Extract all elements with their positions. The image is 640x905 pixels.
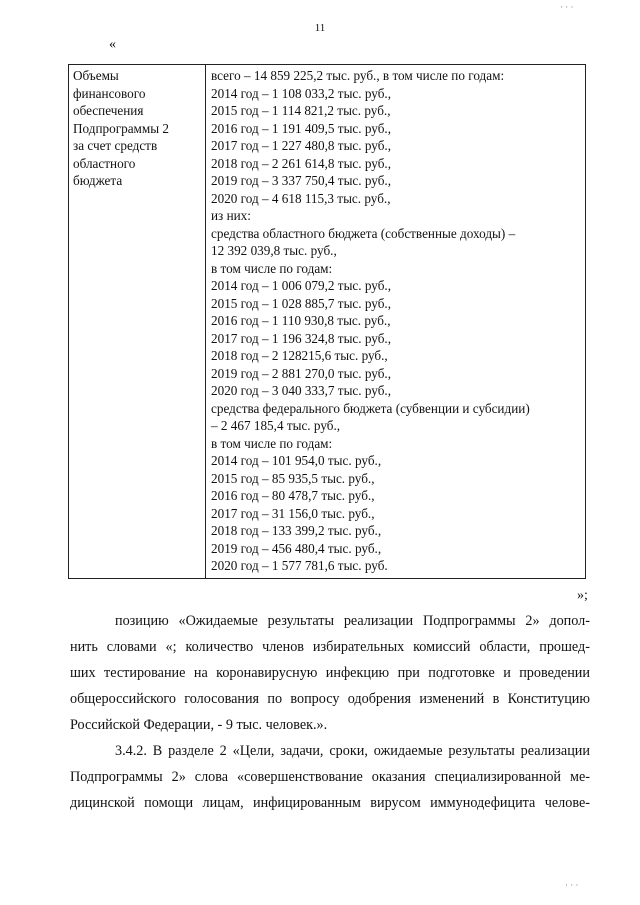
- scan-mark: · · ·: [560, 2, 574, 12]
- value-line: всего – 14 859 225,2 тыс. руб., в том числе по годам:: [211, 68, 505, 83]
- opening-quote: «: [109, 37, 116, 52]
- financing-table: [68, 64, 586, 579]
- label-line: бюджета: [73, 173, 123, 188]
- value-line: 2018 год – 133 399,2 тыс. руб.,: [211, 523, 382, 538]
- closing-quote: »;: [577, 588, 588, 603]
- value-line: 2014 год – 1 006 079,2 тыс. руб.,: [211, 278, 392, 293]
- value-line: 2020 год – 4 618 115,3 тыс. руб.,: [211, 190, 391, 206]
- table-label-cell: [69, 65, 206, 579]
- value-line: 2018 год – 2 128215,6 тыс. руб.,: [211, 348, 388, 363]
- value-line: 2016 год – 1 110 930,8 тыс. руб.,: [211, 313, 391, 328]
- paragraph-line: 3.4.2. В разделе 2 «Цели, задачи, сроки, ожидаемые результаты реализации: [115, 743, 590, 759]
- label-line: финансового: [73, 85, 146, 101]
- value-line: 2019 год – 3 337 750,4 тыс. руб.,: [211, 173, 392, 188]
- paragraph-line: ших тестирование на коронавирусную инфекцию при подготовке и проведении: [70, 665, 590, 681]
- page-number: 11: [314, 22, 326, 34]
- paragraph-line: общероссийского голосования по вопросу одобрения изменений в Конституцию: [70, 691, 590, 707]
- paragraph-line: нить словами «; количество членов избирательных комиссий области, прошед-: [70, 639, 590, 655]
- value-line: 2016 год – 80 478,7 тыс. руб.,: [211, 488, 375, 503]
- paragraph-line: Подпрограммы 2» слова «совершенствование оказания специализированной ме-: [70, 769, 590, 785]
- value-line: 2020 год – 1 577 781,6 тыс. руб.: [211, 558, 388, 573]
- value-line: из них:: [211, 208, 251, 223]
- value-line: в том числе по годам:: [211, 260, 333, 276]
- label-line: областного: [73, 155, 136, 171]
- table-row: [69, 65, 586, 579]
- value-line: средства областного бюджета (собственные доходы) –: [211, 225, 516, 241]
- value-line: 2015 год – 1 028 885,7 тыс. руб.,: [211, 295, 392, 311]
- value-line: – 2 467 185,4 тыс. руб.,: [211, 418, 341, 433]
- value-line: 2015 год – 85 935,5 тыс. руб.,: [211, 470, 375, 486]
- label-line: Объемы: [73, 68, 119, 83]
- value-line: 2017 год – 1 196 324,8 тыс. руб.,: [211, 330, 392, 346]
- paragraph-section-2: [70, 738, 590, 816]
- value-line: 2019 год – 456 480,4 тыс. руб.,: [211, 540, 382, 556]
- value-line: 12 392 039,8 тыс. руб.,: [211, 243, 337, 258]
- table-value-cell: [206, 65, 586, 579]
- paragraph-line: дицинской помощи лицам, инфицированным вирусом иммунодефицита челове-: [70, 795, 590, 811]
- value-line: 2019 год – 2 881 270,0 тыс. руб.,: [211, 365, 392, 381]
- value-line: 2014 год – 1 108 033,2 тыс. руб.,: [211, 85, 392, 101]
- value-line: 2016 год – 1 191 409,5 тыс. руб.,: [211, 120, 392, 136]
- label-line: обеспечения: [73, 103, 144, 118]
- paragraph-line: позицию «Ожидаемые результаты реализации Подпрограммы 2» допол-: [115, 613, 590, 629]
- value-line: 2018 год – 2 261 614,8 тыс. руб.,: [211, 155, 392, 171]
- value-line: 2020 год – 3 040 333,7 тыс. руб.,: [211, 383, 392, 398]
- value-line: средства федерального бюджета (субвенции и субсидии): [211, 400, 530, 416]
- paragraph-expected-results: [70, 608, 590, 738]
- value-line: 2015 год – 1 114 821,2 тыс. руб.,: [211, 103, 391, 118]
- scan-mark: · · ·: [565, 880, 579, 890]
- value-line: 2017 год – 31 156,0 тыс. руб.,: [211, 505, 375, 521]
- paragraph-line: Российской Федерации, - 9 тыс. человек.».: [70, 717, 328, 733]
- value-line: в том числе по годам:: [211, 435, 333, 451]
- label-line: за счет средств: [73, 138, 158, 153]
- value-line: 2014 год – 101 954,0 тыс. руб.,: [211, 453, 382, 468]
- value-line: 2017 год – 1 227 480,8 тыс. руб.,: [211, 138, 392, 153]
- label-line: Подпрограммы 2: [73, 120, 169, 136]
